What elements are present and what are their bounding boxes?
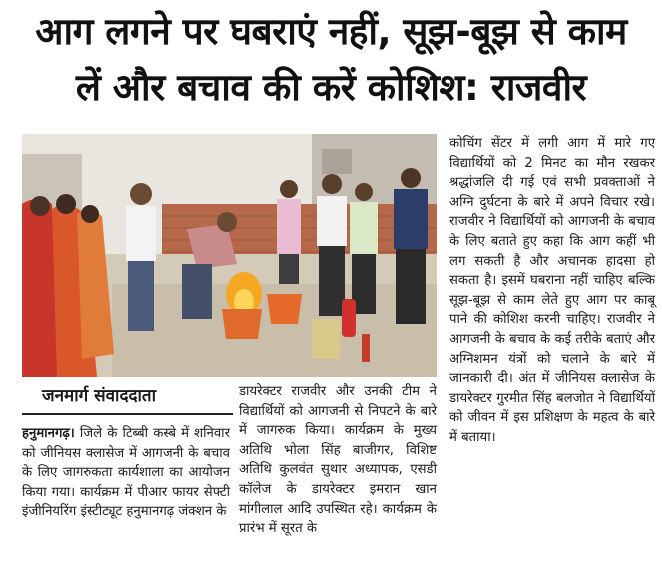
article-column-3 [449, 134, 655, 448]
article-column-3-text: कोचिंग सेंटर में लगी आग में मारे गए विद्यार्थियों को 2 मिनट का मौन रखकर श्रद्धांजलि दी गई एवं सभी प्रवक्ताओं ने अग्नि दुर्घटना के बारे में अपने विचार रखे। राजवीर ने विद्यार्थियों को आगजनी के बचाव के लिए बताते हुए कहा कि आग कहीं भी लग सकती है और अचानक हादसा हो सकता है। इसमें घबराना नहीं चाहिए बल्कि सूझ-बूझ से काम लेते हुए आग पर काबू पाने की कोशिश करनी चाहिए। राजवीर ने आगजनी के बचाव के कई तरीके बताएं और अग्निशमन यंत्रों को चलाने के बारे में जानकारी दी। अंत में जीनियस क्लासेज के डायरेक्टर गुरमीत सिंह बलजोत ने विद्यार्थियों को जीवन में इस प्रशिक्षण के महत्व के बारे में बताया। [449, 136, 655, 445]
news-photo [22, 134, 437, 377]
headline [0, 4, 662, 116]
article-column-1-text: जिले के टिब्बी कस्बे में शनिवार को जीनियस क्लासेज में आगजनी के बचाव के लिए जागरुकता कार्यशाला का आयोजन किया गया। कार्यक्रम में पीआर फायर सेफ्टी इंजीनियरिंग इंस्टीट्यूट हनुमानगढ़ जंक्शन के [22, 426, 230, 520]
dateline: हनुमानगढ़। [22, 426, 75, 441]
article-column-1 [22, 424, 230, 522]
headline-line-2: लें और बचाव की करें कोशिश: राजवीर [75, 66, 587, 109]
article-column-2-text: डायरेक्टर राजवीर और उनकी टीम ने विद्यार्थियों को आगजनी से निपटने के बारे में जागरुक किया। कार्यक्रम के मुख्य अतिथि भोला सिंह बाजीगर, विशिष्ट अतिथि कुलवंत सुथार अध्यापक, एसडी कॉलेज के डायरेक्टर इमरान खान मांगीलाल आदि उपस्थित रहे। कार्यक्रम के प्रारंभ में सूरत के [239, 384, 437, 537]
article-column-2 [239, 382, 437, 539]
headline-line-1: आग लगने पर घबराएं नहीं, सूझ-बूझ से काम [35, 10, 627, 53]
byline: जनमार्ग संवाददाता [22, 381, 233, 415]
